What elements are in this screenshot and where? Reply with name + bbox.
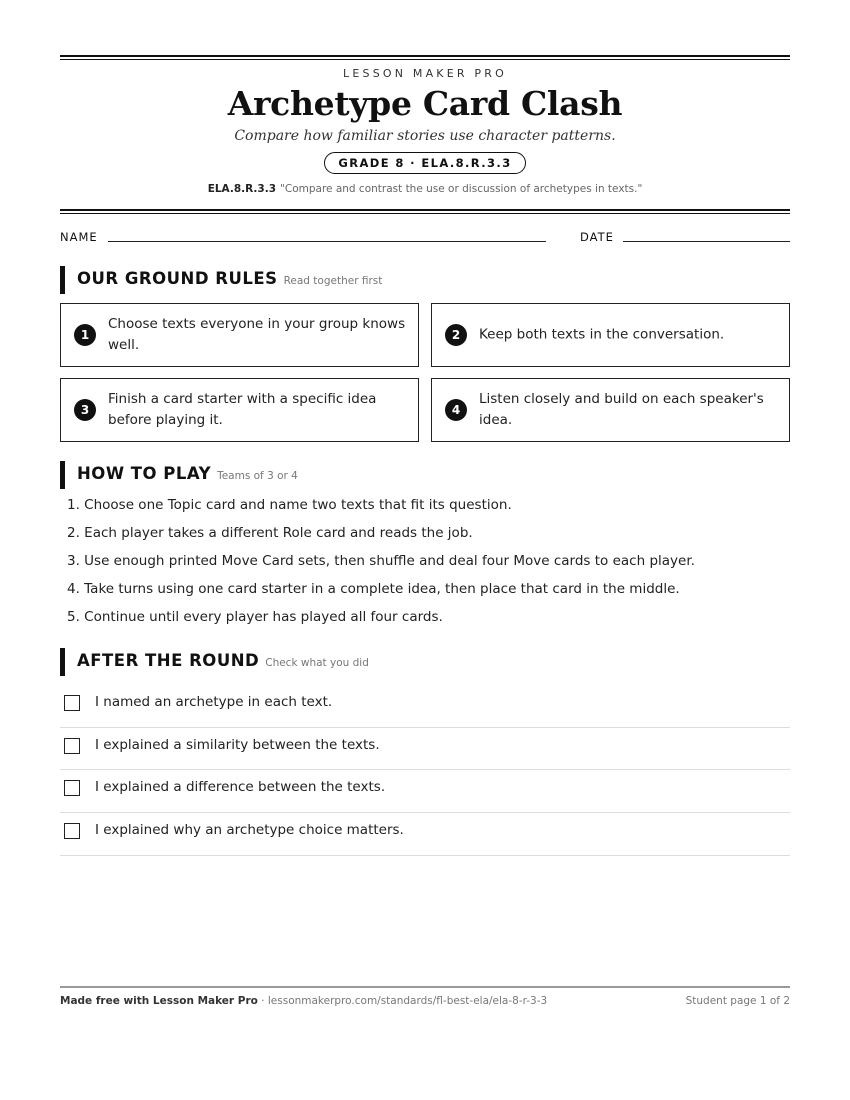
section-note: Check what you did — [265, 657, 369, 669]
rule-number-badge: 3 — [74, 399, 96, 421]
name-field[interactable] — [108, 241, 546, 242]
footer-made-by: Made free with Lesson Maker Pro — [60, 995, 258, 1007]
ground-rule-card — [431, 378, 790, 442]
rule-number-badge: 4 — [445, 399, 467, 421]
checkbox[interactable] — [64, 823, 80, 839]
rule-text: Finish a card starter with a specific idea before playing it. — [108, 391, 377, 428]
steps-list — [67, 493, 787, 633]
standard-line — [0, 183, 850, 195]
page-subtitle: Compare how familiar stories use character patterns. — [234, 128, 616, 144]
page-title: Archetype Card Clash — [227, 84, 623, 123]
checklist-text: I explained a similarity between the texts. — [95, 736, 380, 753]
section-bar — [60, 648, 65, 676]
date-label: DATE — [580, 230, 614, 244]
checklist — [60, 685, 790, 856]
section-heading: HOW TO PLAY Teams of 3 or 4 — [77, 464, 298, 483]
header-bottom-rule — [60, 209, 790, 214]
rule-text: Listen closely and build on each speaker's idea. — [479, 391, 764, 428]
checklist-item — [60, 813, 790, 856]
date-field[interactable] — [623, 241, 790, 242]
checklist-text: I explained a difference between the texts. — [95, 779, 386, 796]
checklist-item — [60, 770, 790, 813]
grade-pill-wrap — [0, 152, 850, 174]
section-heading: AFTER THE ROUND Check what you did — [77, 651, 369, 670]
how-to-play-header — [60, 461, 790, 489]
step-item: 5. Continue until every player has played all four cards. — [67, 609, 443, 625]
brand-name: LESSON MAKER PRO — [343, 67, 507, 80]
name-label: NAME — [60, 230, 98, 244]
after-round-header — [60, 648, 790, 676]
standard-code: ELA.8.R.3.3 — [207, 183, 277, 195]
checkbox[interactable] — [64, 695, 80, 711]
checklist-text: I named an archetype in each text. — [95, 694, 333, 710]
top-double-rule — [60, 55, 790, 60]
checklist-item — [60, 728, 790, 771]
ground-rules-header — [60, 266, 790, 294]
checkbox[interactable] — [64, 780, 80, 796]
rule-number-badge: 1 — [74, 324, 96, 346]
name-date-row — [60, 230, 790, 244]
step-item: 2. Each player takes a different Role card and reads the job. — [67, 525, 473, 541]
section-note: Read together first — [283, 275, 383, 287]
checklist-text: I explained why an archetype choice matters. — [95, 822, 404, 839]
step-item: 3. Use enough printed Move Card sets, then shuffle and deal four Move cards to each player. — [67, 553, 695, 569]
ground-rule-card — [431, 303, 790, 367]
standard-text: "Compare and contrast the use or discussion of archetypes in texts." — [280, 183, 643, 195]
section-note: Teams of 3 or 4 — [217, 470, 298, 482]
step-item: 1. Choose one Topic card and name two texts that fit its question. — [67, 497, 512, 513]
checkbox[interactable] — [64, 738, 80, 754]
footer-url: · lessonmakerpro.com/standards/fl-best-ela/ela-8-r-3-3 — [257, 995, 548, 1007]
rule-text: Keep both texts in the conversation. — [479, 326, 725, 343]
rule-text: Choose texts everyone in your group knows well. — [108, 316, 406, 353]
section-bar — [60, 461, 65, 489]
footer — [60, 995, 790, 1007]
checklist-item — [60, 685, 790, 728]
ground-rule-card — [60, 303, 419, 367]
section-bar — [60, 266, 65, 294]
footer-rule — [60, 986, 790, 988]
section-heading: OUR GROUND RULES Read together first — [77, 269, 383, 288]
step-item: 4. Take turns using one card starter in a complete idea, then place that card in the middle. — [67, 581, 680, 597]
ground-rule-card — [60, 378, 419, 442]
rule-number-badge: 2 — [445, 324, 467, 346]
footer-page-number: Student page 1 of 2 — [685, 995, 790, 1007]
grade-badge: GRADE 8 · ELA.8.R.3.3 — [324, 152, 525, 174]
